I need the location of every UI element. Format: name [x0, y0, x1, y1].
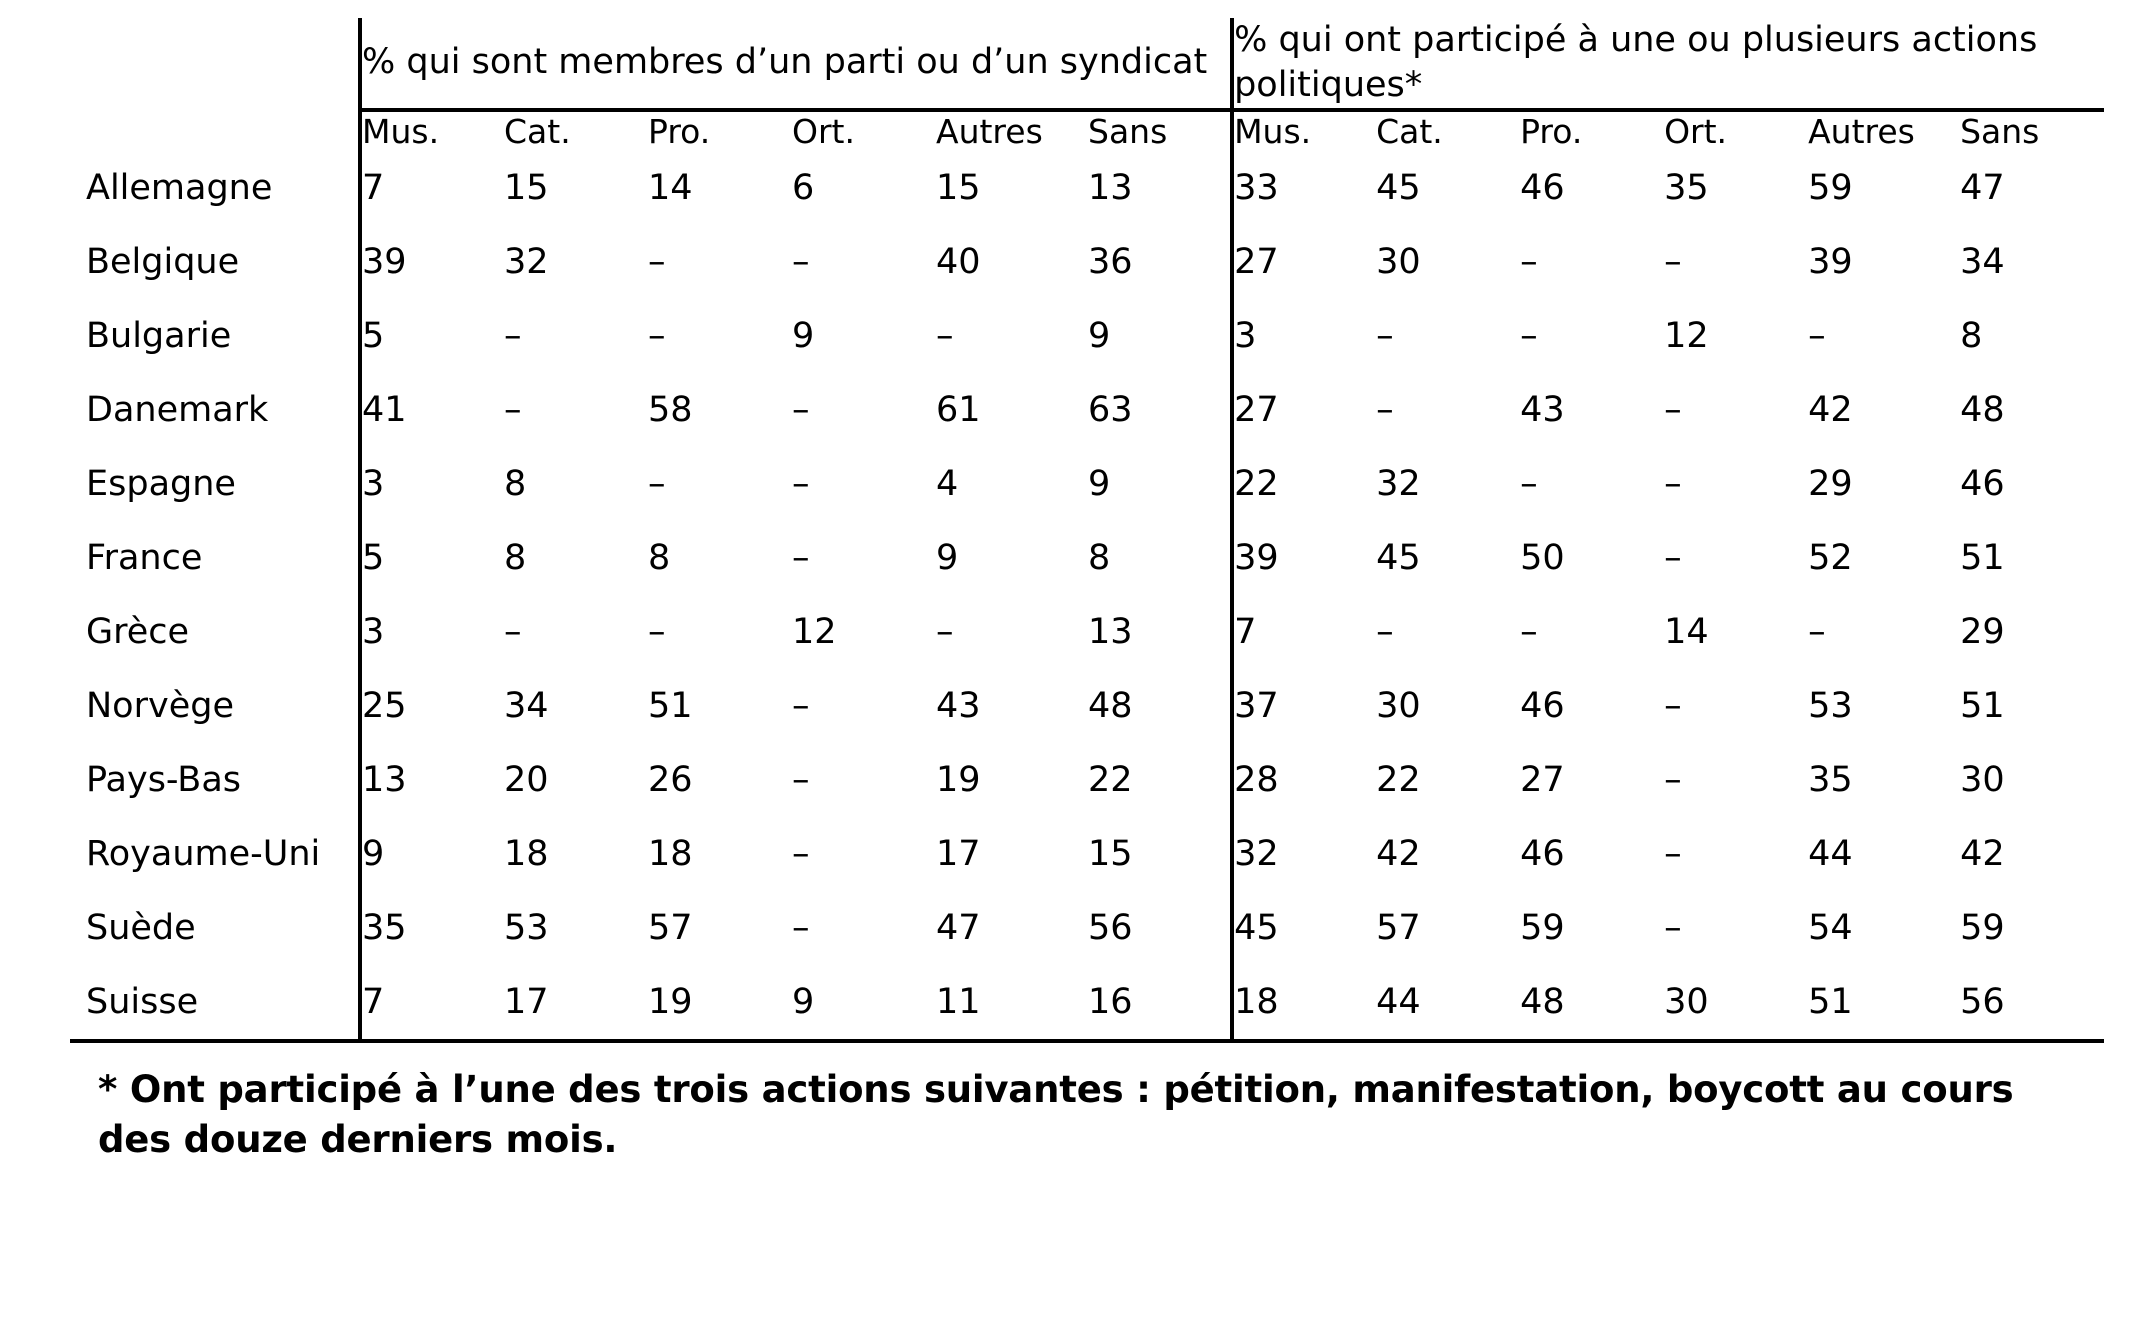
cell: 22	[1232, 447, 1376, 521]
row-label: France	[86, 537, 203, 578]
table-row	[70, 299, 2104, 373]
cell: 14	[1664, 611, 1709, 652]
cell: 15	[936, 167, 981, 208]
cell: 42	[1376, 833, 1421, 874]
cell: 34	[1960, 241, 2005, 282]
cell: 47	[936, 907, 981, 948]
cell: 45	[1232, 891, 1376, 965]
cell: 50	[1520, 537, 1565, 578]
cell: –	[936, 315, 954, 356]
cell: 8	[648, 537, 671, 578]
cell: –	[936, 611, 954, 652]
cell: 12	[792, 611, 837, 652]
row-label: Royaume-Uni	[86, 833, 321, 874]
cell: 48	[1520, 965, 1664, 1041]
cell: 42	[1808, 389, 1853, 430]
cell: –	[1376, 389, 1394, 430]
col-header-cat-1: Cat.	[504, 111, 571, 151]
table-row	[70, 447, 2104, 521]
col-header-sans-2: Sans	[1960, 111, 2040, 151]
cell: 8	[1960, 315, 1983, 356]
row-label: Allemagne	[86, 167, 273, 208]
cell: –	[792, 389, 810, 430]
cell: 43	[936, 685, 981, 726]
table-row	[70, 743, 2104, 817]
group-header-membership: % qui sont membres d’un parti ou d’un syndicat	[360, 18, 1232, 110]
cell: 45	[1376, 537, 1421, 578]
cell: 6	[792, 167, 815, 208]
cell: 51	[648, 685, 693, 726]
cell: –	[1520, 611, 1538, 652]
cell: 51	[1808, 965, 1960, 1041]
col-header-pro-2: Pro.	[1520, 111, 1583, 151]
cell: 13	[1088, 611, 1133, 652]
col-header-pro-1: Pro.	[648, 111, 711, 151]
cell: 20	[504, 759, 549, 800]
cell: 32	[1232, 817, 1376, 891]
cell: 46	[1520, 833, 1565, 874]
group-header-row	[70, 18, 2104, 110]
cell: 3	[360, 447, 504, 521]
cell: 22	[1376, 759, 1421, 800]
table-body	[70, 151, 2104, 1041]
cell: 46	[1520, 167, 1565, 208]
cell: 13	[360, 743, 504, 817]
cell: 59	[1808, 167, 1853, 208]
col-header-sans-1: Sans	[1088, 111, 1168, 151]
table-footnote: * Ont participé à l’une des trois actions suivantes : pétition, manifestation, boycott au cours des douze derniers mois.	[98, 1067, 2014, 1161]
cell: 35	[360, 891, 504, 965]
cell: –	[792, 241, 810, 282]
cell: 11	[936, 965, 1088, 1041]
cell: 32	[1376, 463, 1421, 504]
cell: 9	[360, 817, 504, 891]
sub-header-row	[70, 110, 2104, 151]
cell: 7	[360, 965, 504, 1041]
cell: 8	[504, 537, 527, 578]
cell: 9	[1088, 315, 1111, 356]
cell: 12	[1664, 315, 1709, 356]
cell: –	[792, 537, 810, 578]
cell: –	[1664, 389, 1682, 430]
table-row	[70, 669, 2104, 743]
cell: 61	[936, 389, 981, 430]
row-label: Bulgarie	[86, 315, 232, 356]
cell: 59	[1520, 907, 1565, 948]
col-header-autres-1: Autres	[936, 111, 1043, 151]
cell: 58	[648, 389, 693, 430]
cell: –	[1664, 685, 1682, 726]
table-row	[70, 891, 2104, 965]
cell: 30	[1664, 965, 1808, 1041]
table-row	[70, 595, 2104, 669]
cell: 54	[1808, 907, 1853, 948]
col-header-mus-1: Mus.	[360, 110, 504, 151]
cell: –	[1664, 463, 1682, 504]
cell: 30	[1376, 241, 1421, 282]
table-head	[70, 18, 2104, 151]
cell: –	[648, 611, 666, 652]
cell: –	[1808, 611, 1826, 652]
col-header-ort-2: Ort.	[1664, 111, 1728, 151]
cell: 53	[1808, 685, 1853, 726]
row-label: Danemark	[86, 389, 269, 430]
cell: 39	[1232, 521, 1376, 595]
cell: 59	[1960, 907, 2005, 948]
table-row	[70, 965, 2104, 1041]
row-label: Grèce	[86, 611, 190, 652]
cell: 13	[1088, 167, 1133, 208]
cell: –	[1664, 241, 1682, 282]
cell: 29	[1960, 611, 2005, 652]
row-label: Espagne	[86, 463, 236, 504]
cell: –	[1520, 315, 1538, 356]
col-header-ort-1: Ort.	[792, 111, 855, 151]
cell: –	[792, 463, 810, 504]
cell: 19	[648, 965, 792, 1041]
cell: 14	[648, 167, 693, 208]
cell: 48	[1960, 389, 2005, 430]
cell: 52	[1808, 537, 1853, 578]
cell: 44	[1376, 965, 1520, 1041]
cell: 57	[648, 907, 693, 948]
cell: 56	[1960, 965, 2104, 1041]
cell: 3	[1232, 299, 1376, 373]
cell: 15	[1088, 833, 1133, 874]
col-header-mus-2: Mus.	[1232, 110, 1376, 151]
statistics-table	[70, 18, 2104, 1043]
table-row	[70, 521, 2104, 595]
cell: –	[648, 463, 666, 504]
cell: 17	[504, 965, 648, 1041]
cell: –	[1808, 315, 1826, 356]
table-row	[70, 225, 2104, 299]
cell: 35	[1808, 759, 1853, 800]
cell: 27	[1232, 225, 1376, 299]
cell: 27	[1232, 373, 1376, 447]
table-row	[70, 373, 2104, 447]
cell: 45	[1376, 167, 1421, 208]
cell: 26	[648, 759, 693, 800]
cell: 53	[504, 907, 549, 948]
cell: 5	[360, 521, 504, 595]
cell: 33	[1232, 151, 1376, 225]
cell: 51	[1960, 685, 2005, 726]
cell: 7	[360, 151, 504, 225]
corner-cell-2	[70, 110, 360, 151]
cell: 16	[1088, 965, 1232, 1041]
cell: 18	[1232, 965, 1376, 1041]
row-label: Suisse	[70, 965, 360, 1041]
cell: 36	[1088, 241, 1133, 282]
group-header-actions: % qui ont participé à une ou plusieurs actions politiques*	[1232, 18, 2104, 110]
cell: 18	[648, 833, 693, 874]
cell: 9	[792, 315, 815, 356]
cell: –	[504, 315, 522, 356]
cell: 56	[1088, 907, 1133, 948]
cell: 8	[504, 463, 527, 504]
cell: –	[1664, 833, 1682, 874]
row-label: Suède	[86, 907, 196, 948]
row-label: Pays-Bas	[86, 759, 242, 800]
cell: –	[792, 685, 810, 726]
cell: –	[1520, 241, 1538, 282]
cell: 51	[1960, 537, 2005, 578]
col-header-cat-2: Cat.	[1376, 111, 1443, 151]
cell: 44	[1808, 833, 1853, 874]
cell: 25	[360, 669, 504, 743]
cell: 63	[1088, 389, 1133, 430]
cell: –	[504, 389, 522, 430]
cell: 19	[936, 759, 981, 800]
cell: 17	[936, 833, 981, 874]
cell: 29	[1808, 463, 1853, 504]
cell: 57	[1376, 907, 1421, 948]
cell: 9	[936, 537, 959, 578]
cell: –	[1376, 315, 1394, 356]
table-row	[70, 151, 2104, 225]
cell: –	[792, 759, 810, 800]
cell: 34	[504, 685, 549, 726]
cell: 47	[1960, 167, 2005, 208]
cell: 30	[1376, 685, 1421, 726]
cell: –	[1664, 907, 1682, 948]
cell: –	[1376, 611, 1394, 652]
cell: 37	[1232, 669, 1376, 743]
cell: 48	[1088, 685, 1133, 726]
cell: 28	[1232, 743, 1376, 817]
cell: 22	[1088, 759, 1133, 800]
cell: –	[648, 315, 666, 356]
cell: 8	[1088, 537, 1111, 578]
cell: 15	[504, 167, 549, 208]
cell: –	[504, 611, 522, 652]
cell: 27	[1520, 759, 1565, 800]
row-label: Norvège	[86, 685, 234, 726]
cell: –	[1664, 537, 1682, 578]
cell: –	[648, 241, 666, 282]
cell: 32	[504, 241, 549, 282]
cell: 35	[1664, 167, 1709, 208]
row-label: Belgique	[86, 241, 240, 282]
cell: –	[792, 907, 810, 948]
cell: 39	[1808, 241, 1853, 282]
cell: 39	[360, 225, 504, 299]
cell: 18	[504, 833, 549, 874]
cell: –	[1520, 463, 1538, 504]
cell: 3	[360, 595, 504, 669]
cell: 9	[792, 965, 936, 1041]
cell: 41	[360, 373, 504, 447]
cell: –	[1664, 759, 1682, 800]
cell: 7	[1232, 595, 1376, 669]
cell: 42	[1960, 833, 2005, 874]
cell: 43	[1520, 389, 1565, 430]
col-header-autres-2: Autres	[1808, 111, 1915, 151]
cell: 30	[1960, 759, 2005, 800]
cell: 5	[360, 299, 504, 373]
table-row	[70, 817, 2104, 891]
cell: –	[792, 833, 810, 874]
cell: 46	[1520, 685, 1565, 726]
corner-cell	[70, 18, 360, 110]
cell: 46	[1960, 463, 2005, 504]
cell: 9	[1088, 463, 1111, 504]
cell: 40	[936, 241, 981, 282]
cell: 4	[936, 463, 959, 504]
